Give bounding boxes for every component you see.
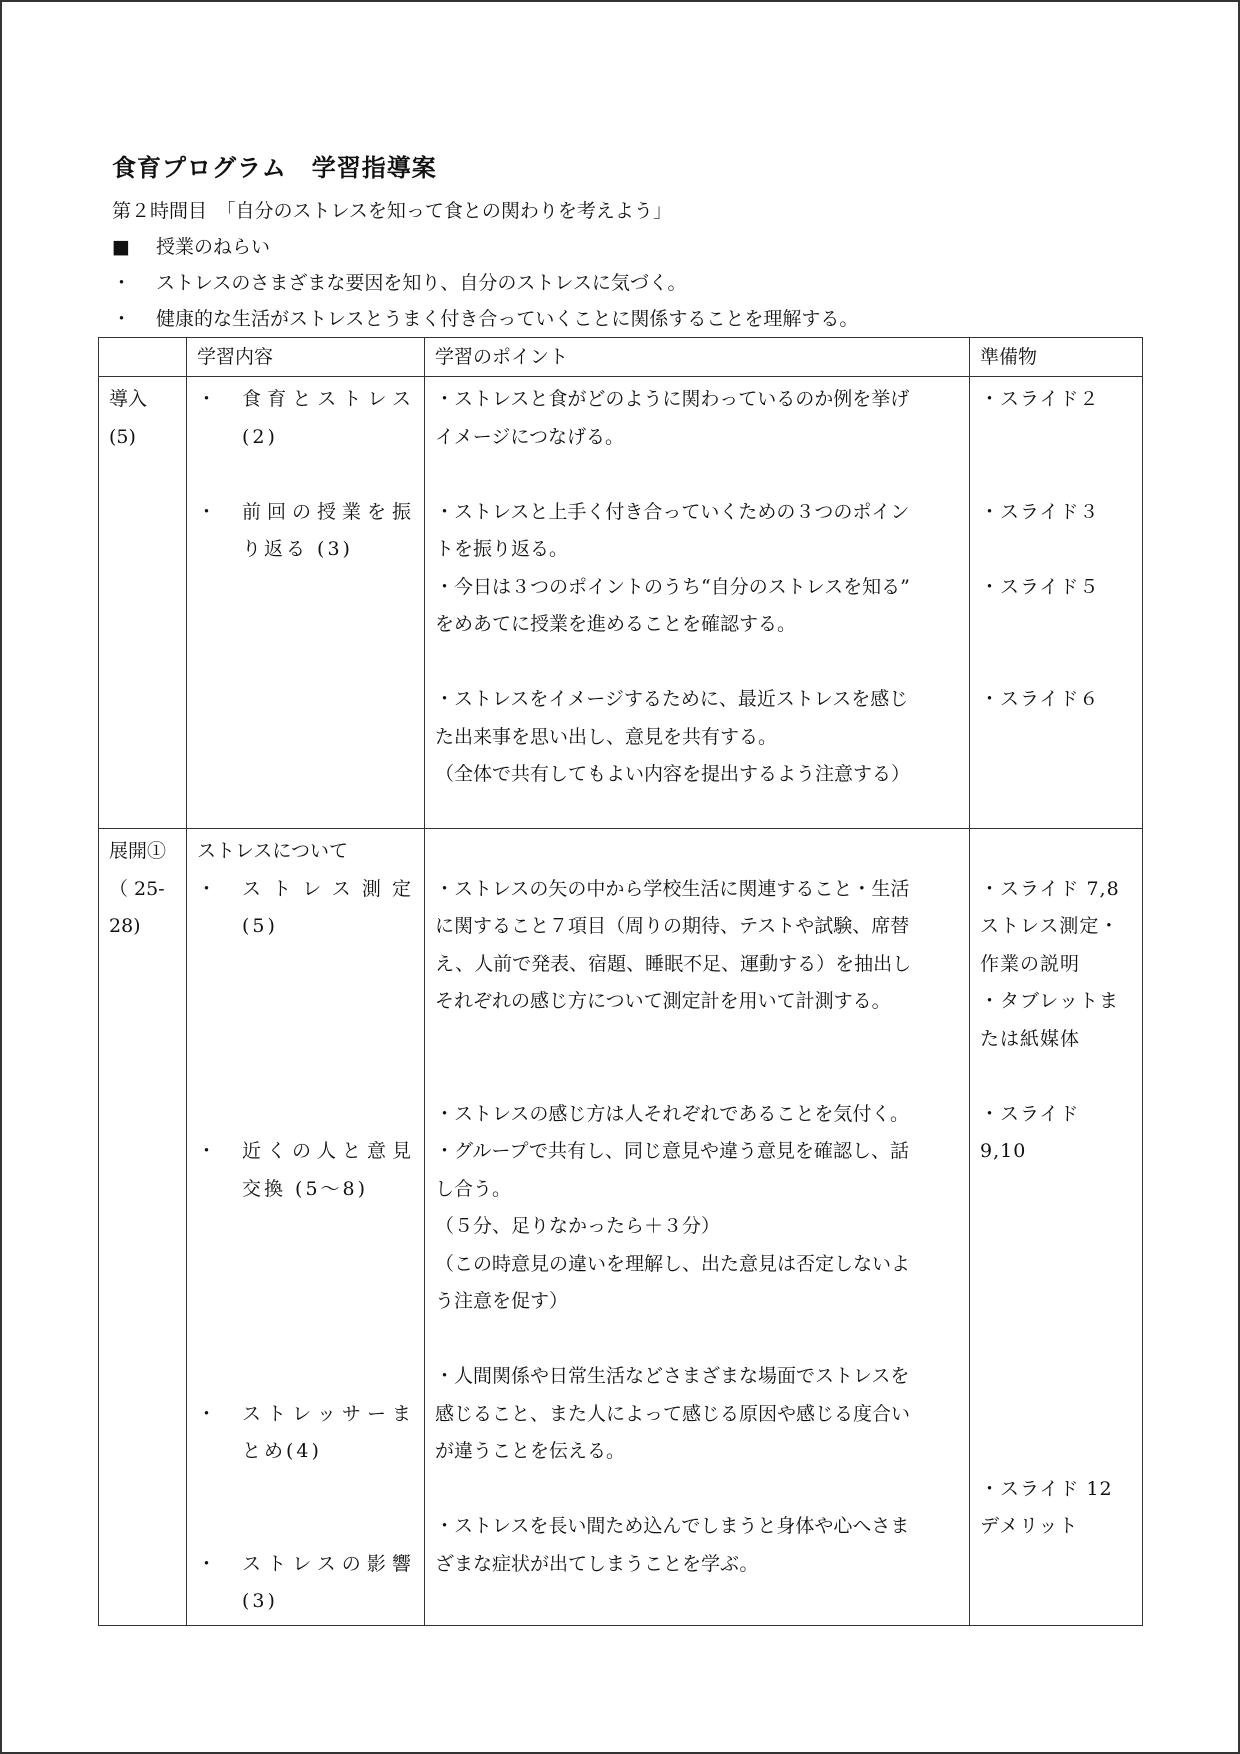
activity-item (197, 381, 414, 456)
material-line: ・スライド 9,10 (980, 1102, 1080, 1162)
point-line: ・ストレスと上手く付き合っていくための３つのポイン (435, 500, 910, 523)
point-line: （５分、足りなかったら＋３分） (435, 1215, 721, 1237)
material-line: デメリット (980, 1515, 1079, 1537)
bullet-icon: ・ (197, 1402, 217, 1425)
activity-text: ストレスの影響(3) (242, 1552, 414, 1612)
material-line: ・スライド２ (980, 388, 1100, 410)
point-line: ・ストレスを長い間ため込んでしまうと身体や心へさま (435, 1515, 910, 1537)
point-line: （この時意見の違いを理解し、出た意見は否定しないよ (435, 1252, 911, 1275)
point-line: ざまな症状が出てしまうことを学ぶ。 (435, 1552, 759, 1575)
point-line: （全体で共有してもよい内容を提出するよう注意する） (435, 763, 911, 785)
material-line: ストレス測定・ (980, 915, 1120, 937)
activity-text: 前回の授業を振り返る (3) (242, 500, 414, 560)
aim-item (112, 301, 1142, 337)
bullet-icon: ・ (197, 500, 217, 523)
material-line: ・スライド 7,8 (980, 877, 1120, 900)
point-line: ・ストレスの矢の中から学校生活に関連すること・生活 (435, 877, 910, 900)
material-line: たは紙媒体 (980, 1027, 1081, 1050)
activity-item (197, 1546, 414, 1621)
aim-text: ストレスのさまざまな要因を知り、自分のストレスに気づく。 (156, 272, 687, 294)
bullet-icon: ・ (197, 1140, 217, 1162)
activities-cell (187, 829, 425, 1626)
point-line: が違うことを伝える。 (435, 1440, 626, 1462)
lesson-plan-table (98, 337, 1143, 1626)
points-cell (425, 377, 970, 829)
point-line: それぞれの感じ方について測定計を用いて計測する。 (435, 990, 891, 1012)
material-line: ・スライド 12 (980, 1477, 1113, 1500)
phase-cell (99, 829, 187, 1626)
material-line: ・スライド５ (980, 575, 1100, 598)
bullet-icon: ・ (112, 272, 132, 294)
activity-item (197, 1133, 414, 1208)
point-line: ・ストレスをイメージするために、最近ストレスを感じ (435, 688, 909, 710)
material-line: ・スライド６ (980, 688, 1100, 710)
point-line: に関すること７項目（周りの期待、テストや試験、席替 (435, 915, 910, 937)
phase-cell (99, 377, 187, 829)
phase-label: 展開① (109, 840, 167, 862)
point-line: トを振り返る。 (435, 538, 569, 560)
phase-minutes: （ 25- (109, 877, 165, 900)
point-line: 感じること、また人によって感じる原因や感じる度合い (435, 1402, 911, 1425)
activity-text: ストレス測定 (5) (242, 877, 414, 937)
lesson-subtitle: 第２時間目 「自分のストレスを知って食との関わりを考えよう」 (112, 200, 672, 222)
header-materials: 準備物 (970, 338, 1143, 377)
activity-text: ストレッサーまとめ(4) (242, 1402, 414, 1462)
header-phase (99, 338, 187, 377)
materials-cell (970, 829, 1143, 1626)
material-line: 作業の説明 (980, 952, 1081, 975)
point-line: ・今日は３つのポイントのうち“自分のストレスを知る” (435, 575, 910, 598)
phase-minutes: (5) (109, 425, 136, 448)
bullet-icon: ・ (197, 388, 217, 410)
activity-item (197, 494, 414, 569)
aim-heading-text: 授業のねらい (156, 236, 271, 258)
bullet-icon: ・ (197, 877, 217, 900)
phase-minutes: 28) (109, 915, 141, 937)
aim-heading (112, 229, 1142, 265)
header-content: 学習内容 (187, 338, 425, 377)
point-line: ・ストレスの感じ方は人それぞれであることを気付く。 (435, 1102, 910, 1125)
table-row-intro (99, 377, 1143, 829)
point-line: し合う。 (435, 1177, 512, 1200)
material-line: ・タブレットま (980, 990, 1120, 1012)
activity-item (197, 1396, 414, 1471)
point-line: う注意を促す） (435, 1290, 569, 1312)
document-body (98, 148, 1142, 1626)
bullet-icon: ・ (197, 1552, 217, 1575)
point-line: ・人間関係や日常生活などさまざまな場面でストレスを (435, 1365, 910, 1387)
material-line: ・スライド３ (980, 500, 1100, 523)
points-cell (425, 829, 970, 1626)
table-header-row (99, 338, 1143, 377)
activity-text: 近くの人と意見交換 (5〜8) (242, 1140, 414, 1200)
point-line: た出来事を思い出し、意見を共有する。 (435, 725, 778, 748)
aim-text: 健康的な生活がストレスとうまく付き合っていくことに関係することを理解する。 (156, 308, 859, 330)
section-title: ストレスについて (197, 840, 349, 862)
point-line: ・ストレスと食がどのように関わっているのか例を挙げ (435, 388, 910, 410)
materials-cell (970, 377, 1143, 829)
point-line: ・グループで共有し、同じ意見や違う意見を確認し、話 (435, 1140, 910, 1162)
point-line: をめあてに授業を進めることを確認する。 (435, 613, 797, 635)
point-line: え、人前で発表、宿題、睡眠不足、運動する）を抽出し (435, 952, 912, 975)
aim-item (112, 265, 1142, 301)
table-row-develop (99, 829, 1143, 1626)
bullet-icon: ・ (112, 308, 132, 330)
header-points: 学習のポイント (425, 338, 970, 377)
square-bullet-icon: ■ (112, 236, 130, 258)
document-title: 食育プログラム 学習指導案 (112, 153, 437, 182)
activities-cell (187, 377, 425, 829)
phase-label: 導入 (109, 388, 148, 410)
activity-text: 食育とストレス(2) (242, 388, 414, 448)
point-line: イメージにつなげる。 (435, 425, 625, 448)
activity-item (197, 871, 414, 946)
